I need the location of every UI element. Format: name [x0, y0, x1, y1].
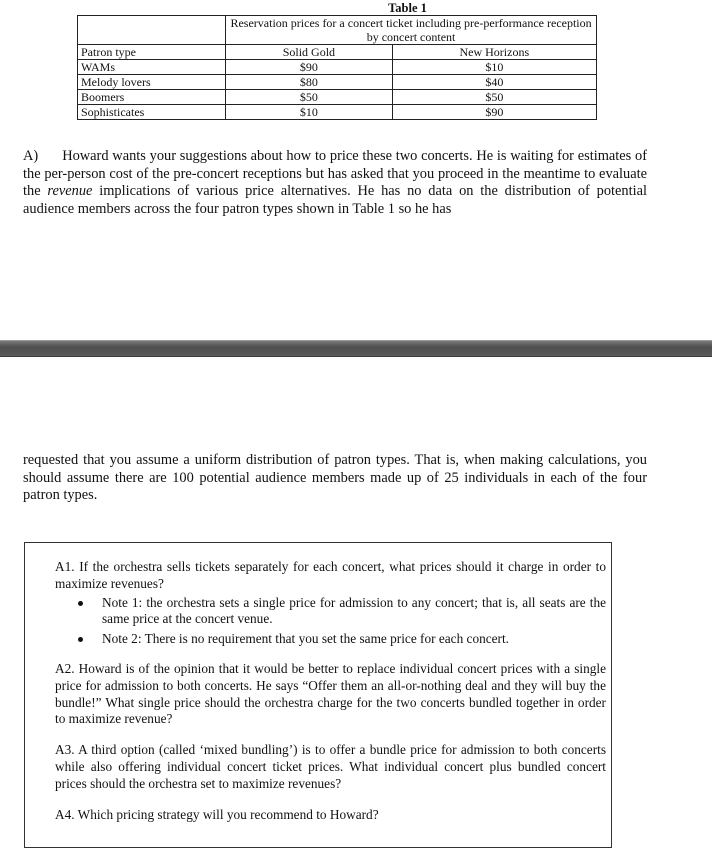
note-item — [55, 631, 606, 648]
section-a-paragraph — [23, 148, 647, 218]
note-text: Note 1: the orchestra sets a single price for admission to any concert; that is, all seats are the same price at the concert venue. — [102, 594, 606, 627]
solid-gold-cell: $50 — [226, 90, 393, 105]
question-a1-notes — [55, 595, 606, 648]
patron-cell: WAMs — [78, 60, 226, 75]
table-row — [78, 60, 597, 75]
table-caption: Reservation prices for a concert ticket including pre-performance reception by concert content — [226, 16, 597, 45]
table-row — [78, 75, 597, 90]
patron-cell: Boomers — [78, 90, 226, 105]
table-row — [78, 105, 597, 120]
question-a3: A3. A third option (called ‘mixed bundling’) is to offer a bundle price for admission to both concerts while also offering individual concert ticket prices. What individual concert plus bundled concert prices should the orchestra set to maximize revenues? — [55, 742, 606, 791]
revenue-emphasis: revenue — [47, 183, 93, 199]
new-horizons-cell: $90 — [392, 105, 596, 120]
table-row — [78, 90, 597, 105]
new-horizons-header: New Horizons — [392, 45, 596, 60]
page-break-divider — [0, 340, 712, 357]
note-item — [55, 595, 606, 629]
section-a-text-end: implications of various price alternatives. He has no data on the distribution of potential audience members across the four patron types shown in Table 1 so he has — [23, 183, 647, 217]
solid-gold-header: Solid Gold — [226, 45, 393, 60]
question-a1 — [55, 559, 606, 648]
table-title: Table 1 — [388, 1, 427, 15]
bullet-icon — [78, 601, 83, 606]
patron-type-header: Patron type — [78, 45, 226, 60]
question-a1-text: A1. If the orchestra sells tickets separately for each concert, what prices should it charge in order to maximize revenues? — [55, 559, 606, 591]
solid-gold-cell: $10 — [226, 105, 393, 120]
new-horizons-cell: $50 — [392, 90, 596, 105]
section-a-text-start: Howard wants your suggestions about how to price these two concerts. He is waiting for estimates of the per-person cost of the pre-concert receptions but has asked that you proceed in the meantime to evaluate the — [23, 148, 647, 199]
patron-cell: Sophisticates — [78, 105, 226, 120]
table-corner-cell — [78, 16, 226, 45]
patron-cell: Melody lovers — [78, 75, 226, 90]
questions-box — [24, 542, 612, 848]
solid-gold-cell: $80 — [226, 75, 393, 90]
question-a4: A4. Which pricing strategy will you recommend to Howard? — [55, 806, 379, 822]
bullet-icon — [78, 637, 83, 642]
new-horizons-cell: $10 — [392, 60, 596, 75]
section-a-continuation: requested that you assume a uniform distribution of patron types. That is, when making calculations, you should assume there are 100 potential audience members made up of 25 individuals in each of the four patron types. — [23, 452, 647, 503]
solid-gold-cell: $90 — [226, 60, 393, 75]
note-text: Note 2: There is no requirement that you set the same price for each concert. — [102, 631, 509, 647]
question-a2: A2. Howard is of the opinion that it would be better to replace individual concert prices with a single price for admission to both concerts. He says “Offer them an all-or-nothing deal and they will buy the bundle!” What single price should the orchestra charge for the two concerts bundled together in order to maximize revenue? — [55, 660, 606, 727]
reservation-price-table — [77, 15, 597, 120]
new-horizons-cell: $40 — [392, 75, 596, 90]
section-a-label: A) — [23, 148, 39, 164]
